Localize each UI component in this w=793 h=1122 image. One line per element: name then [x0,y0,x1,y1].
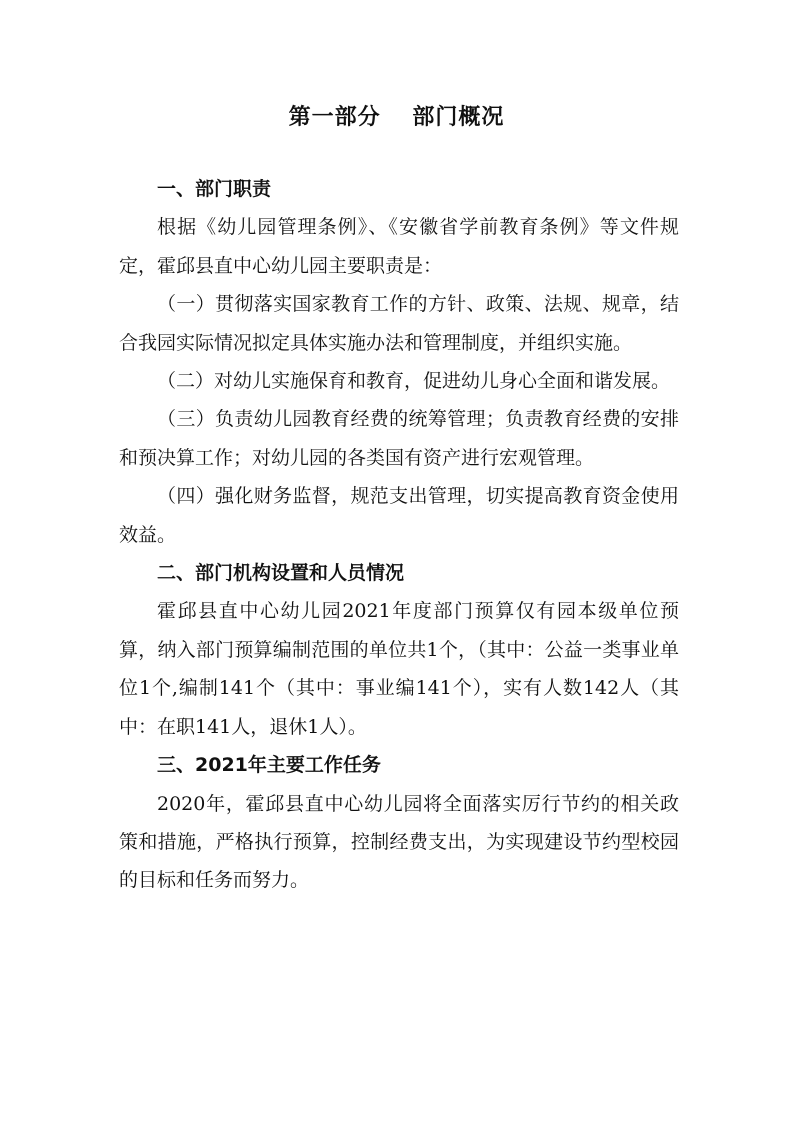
section-duties [119,170,679,554]
paragraph: 霍邱县直中心幼儿园2021年度部门预算仅有园本级单位预算，纳入部门预算编制范围的单位共1个，（其中：公益一类事业单位1个,编制141个（其中：事业编141个），实有人数142人（其中：在职141人，退休1人）。 [119,600,679,738]
section-heading: 一、部门职责 [157,178,272,200]
paragraph: 2020年，霍邱县直中心幼儿园将全面落实厉行节约的相关政策和措施，严格执行预算，控制经费支出，为实现建设节约型校园的目标和任务而努力。 [119,792,679,892]
document-body [119,170,679,900]
paragraph: （二）对幼儿实施保育和教育，促进幼儿身心全面和谐发展。 [157,370,671,393]
section-organization [119,554,679,746]
page-title: 第一部分 部门概况 [288,105,505,130]
section-heading: 三、2021年主要工作任务 [157,754,381,777]
paragraph: （一）贯彻落实国家教育工作的方针、政策、法规、规章，结合我园实际情况拟定具体实施办法和管理制度，并组织实施。 [119,293,679,354]
paragraph: （四）强化财务监督，规范支出管理，切实提高教育资金使用效益。 [119,485,679,546]
section-heading: 二、部门机构设置和人员情况 [157,562,405,585]
paragraph: （三）负责幼儿园教育经费的统筹管理；负责教育经费的安排和预决算工作；对幼儿园的各类国有资产进行宏观管理。 [119,408,679,469]
section-tasks [119,746,679,900]
paragraph: 根据《幼儿园管理条例》、《安徽省学前教育条例》等文件规定，霍邱县直中心幼儿园主要职责是： [119,216,679,277]
